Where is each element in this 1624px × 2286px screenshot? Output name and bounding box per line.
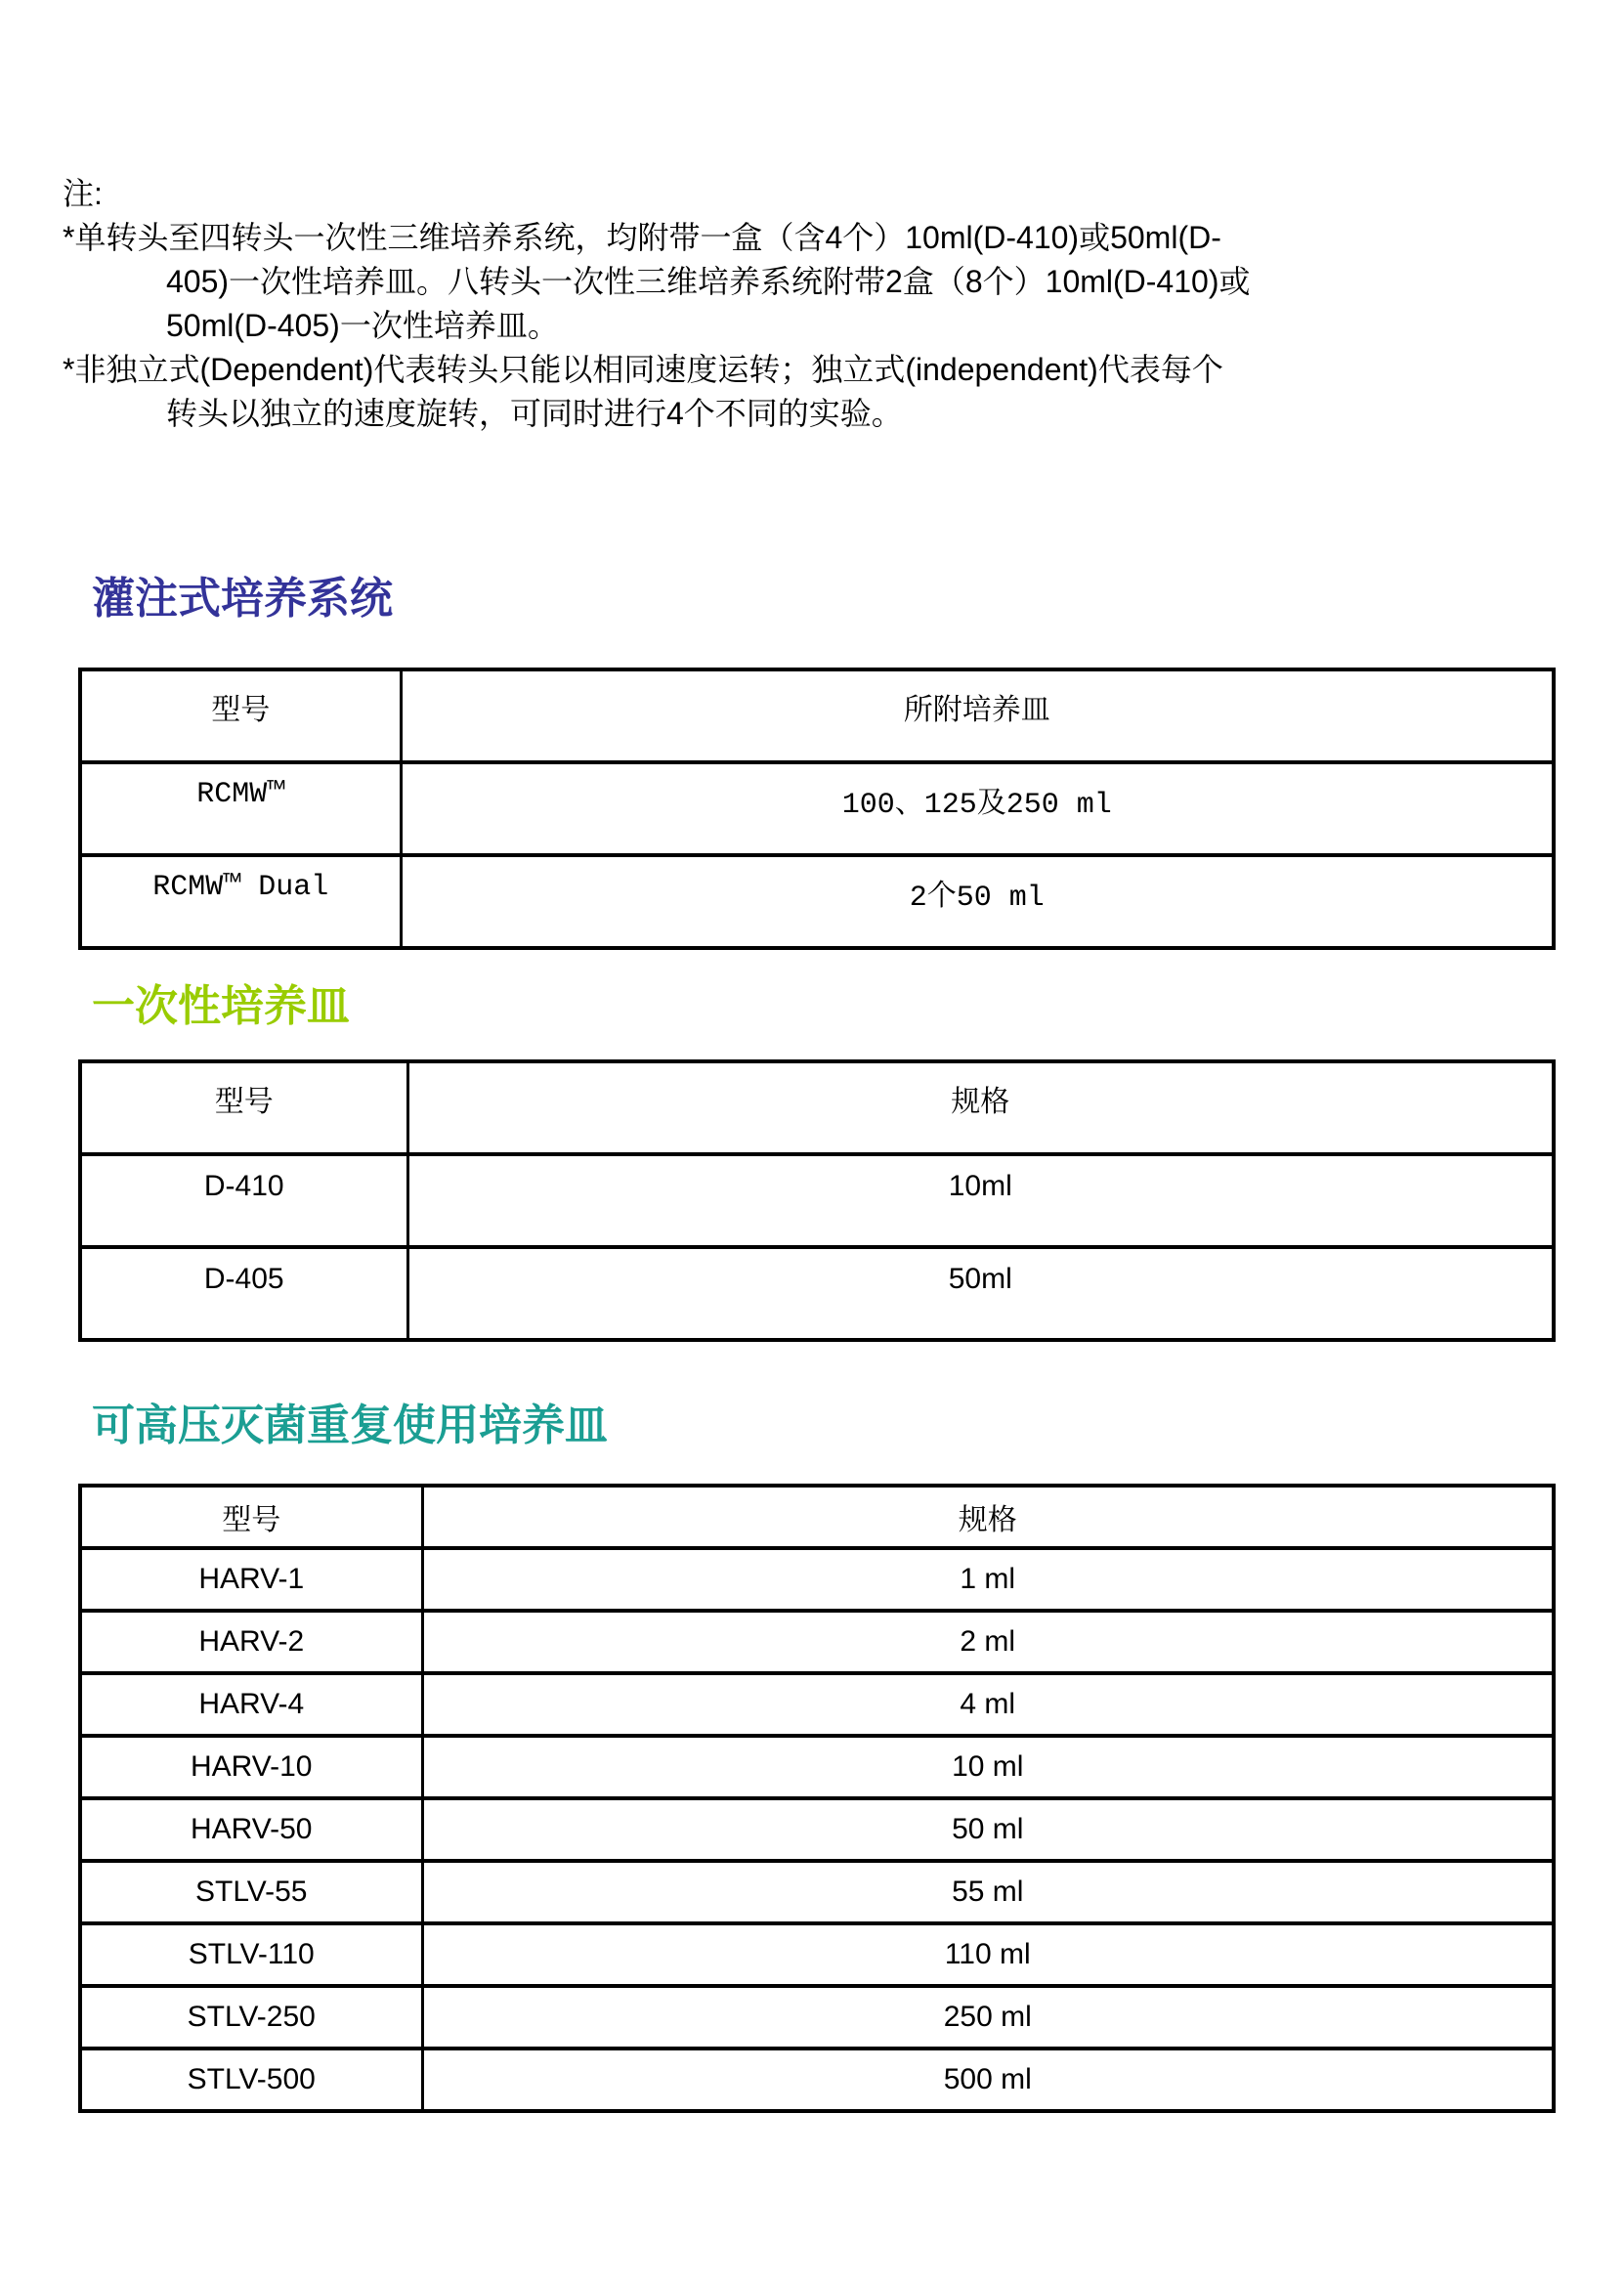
table-row (80, 1923, 1554, 1986)
table-row (80, 855, 1554, 948)
cell-model: STLV-55 (80, 1861, 422, 1923)
section-title-perfusion-systems: 灌注式培养系统 (92, 575, 393, 623)
cell-spec: 50ml (407, 1247, 1554, 1340)
note-line: 405)一次性培养皿。八转头一次性三维培养系统附带2盒（8个）10ml(D-410)或 (166, 264, 1251, 299)
cell-model: D-405 (80, 1247, 407, 1340)
cell-spec: 4 ml (422, 1673, 1554, 1736)
table-header-row (80, 1486, 1554, 1548)
perfusion-systems-table (78, 668, 1556, 950)
cell-spec: 110 ml (422, 1923, 1554, 1986)
note-line: 50ml(D-405)一次性培养皿。 (166, 308, 559, 343)
cell-included-vessels: 100、125及250 ml (401, 762, 1554, 855)
table-row (80, 1736, 1554, 1798)
cell-model: D-410 (80, 1154, 407, 1247)
table-row (80, 1673, 1554, 1736)
cell-model: HARV-1 (80, 1548, 422, 1611)
autoclavable-vessels-table (78, 1484, 1556, 2113)
table-row (80, 1548, 1554, 1611)
notes-heading: 注: (63, 176, 103, 211)
column-header-spec: 规格 (407, 1061, 1554, 1154)
column-header-included-vessels: 所附培养皿 (401, 669, 1554, 762)
disposable-vessels-table (78, 1059, 1556, 1342)
column-header-spec: 规格 (422, 1486, 1554, 1548)
table-row (80, 1247, 1554, 1340)
table-row (80, 1154, 1554, 1247)
table-header-row (80, 669, 1554, 762)
cell-model: STLV-250 (80, 1986, 422, 2049)
cell-model: RCMW™ (80, 762, 401, 855)
section-title-autoclavable-vessels: 可高压灭菌重复使用培养皿 (92, 1402, 608, 1449)
cell-spec: 1 ml (422, 1548, 1554, 1611)
table-row (80, 1861, 1554, 1923)
note-line: *单转头至四转头一次性三维培养系统，均附带一盒（含4个）10ml(D-410)或50ml(D- (63, 220, 1221, 255)
column-header-model: 型号 (80, 669, 401, 762)
cell-model: RCMW™ Dual (80, 855, 401, 948)
cell-model: HARV-4 (80, 1673, 422, 1736)
table-row (80, 2049, 1554, 2111)
cell-spec: 500 ml (422, 2049, 1554, 2111)
note-line: 转头以独立的速度旋转，可同时进行4个不同的实验。 (166, 396, 903, 431)
cell-spec: 55 ml (422, 1861, 1554, 1923)
cell-model: STLV-500 (80, 2049, 422, 2111)
table-row (80, 762, 1554, 855)
cell-model: HARV-2 (80, 1611, 422, 1673)
table-header-row (80, 1061, 1554, 1154)
cell-spec: 2 ml (422, 1611, 1554, 1673)
section-title-disposable-vessels: 一次性培养皿 (92, 982, 350, 1030)
column-header-model: 型号 (80, 1486, 422, 1548)
cell-model: HARV-50 (80, 1798, 422, 1861)
table-row (80, 1798, 1554, 1861)
note-line: *非独立式(Dependent)代表转头只能以相同速度运转；独立式(independent)代表每个 (63, 352, 1223, 387)
column-header-model: 型号 (80, 1061, 407, 1154)
cell-spec: 10ml (407, 1154, 1554, 1247)
cell-model: HARV-10 (80, 1736, 422, 1798)
cell-spec: 50 ml (422, 1798, 1554, 1861)
table-row (80, 1986, 1554, 2049)
cell-included-vessels: 2个50 ml (401, 855, 1554, 948)
cell-model: STLV-110 (80, 1923, 422, 1986)
table-row (80, 1611, 1554, 1673)
notes-block (63, 172, 1558, 436)
cell-spec: 10 ml (422, 1736, 1554, 1798)
cell-spec: 250 ml (422, 1986, 1554, 2049)
